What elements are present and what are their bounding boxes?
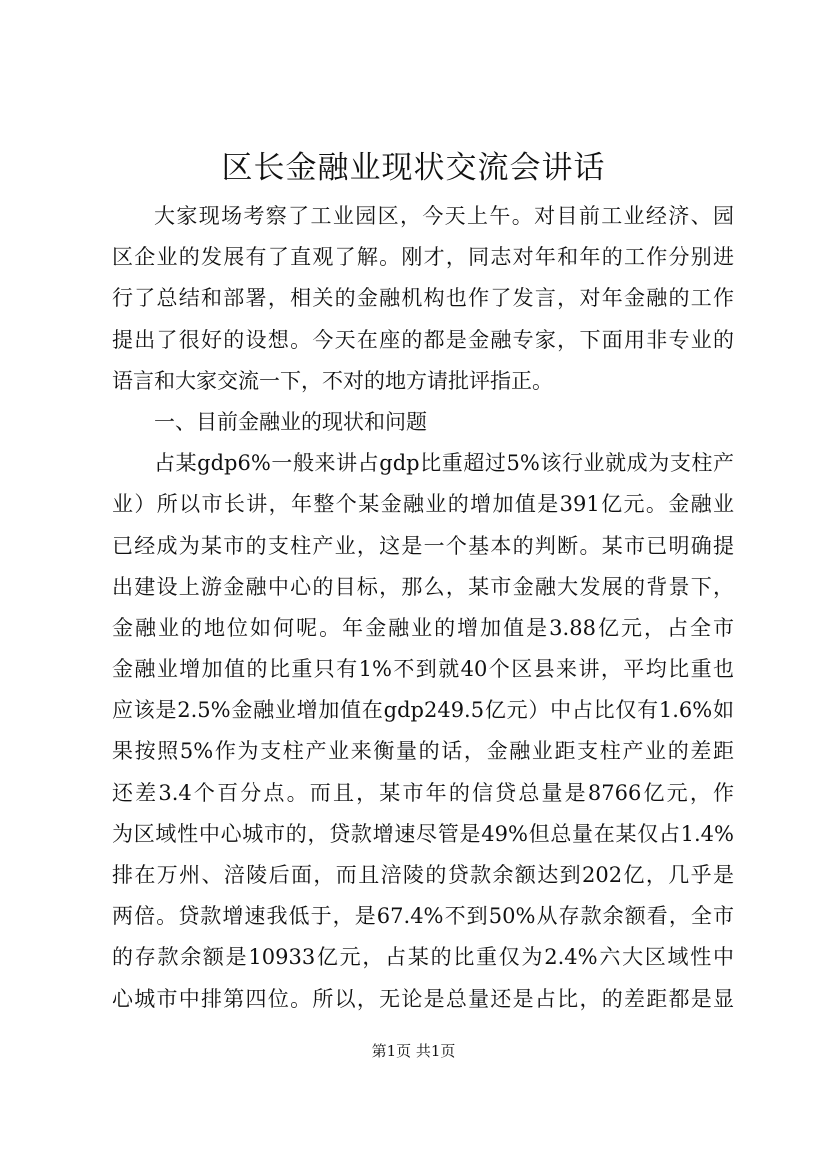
paragraph-line: 果按照5%作为支柱产业来衡量的话，金融业距支柱产业的差距 — [112, 739, 734, 764]
paragraph-line: 两倍。贷款增速我低于，是67.4%不到50%从存款余额看，全市 — [112, 904, 734, 929]
paragraph-line: 行了总结和部署，相关的金融机构也作了发言，对年金融的工作 — [112, 286, 734, 311]
paragraph-line: 大家现场考察了工业园区，今天上午。对目前工业经济、园 — [154, 204, 734, 228]
paragraph-line: 区企业的发展有了直观了解。刚才，同志对年和年的工作分别进 — [112, 245, 734, 270]
paragraph-line: 的存款余额是10933亿元，占某的比重仅为2.4%六大区域性中 — [112, 945, 734, 970]
section-heading: 一、目前金融业的现状和问题 — [154, 409, 427, 434]
document-body — [112, 196, 734, 1020]
page-footer: 第1页 共1页 — [371, 1042, 456, 1060]
paragraph-line: 占某gdp6%一般来讲占gdp比重超过5%该行业就成为支柱产 — [154, 451, 734, 476]
paragraph-line: 还差3.4个百分点。而且，某市年的信贷总量是8766亿元，作 — [112, 780, 734, 805]
paragraph-line: 金融业的地位如何呢。年金融业的增加值是3.88亿元，占全市 — [112, 615, 734, 640]
paragraph-line: 业）所以市长讲，年整个某金融业的增加值是391亿元。金融业 — [112, 492, 734, 517]
paragraph-line: 应该是2.5%金融业增加值在gdp249.5亿元）中占比仅有1.6%如 — [112, 698, 734, 723]
paragraph-line: 排在万州、涪陵后面，而且涪陵的贷款余额达到202亿，几乎是 — [112, 863, 734, 887]
paragraph-line: 金融业增加值的比重只有1%不到就40个区县来讲，平均比重也 — [112, 657, 734, 682]
paragraph-line: 语言和大家交流一下，不对的地方请批评指正。 — [112, 368, 553, 393]
document-title: 区长金融业现状交流会讲话 — [221, 150, 606, 186]
paragraph-line: 心城市中排第四位。所以，无论是总量还是占比，的差距都是显 — [112, 986, 734, 1011]
paragraph-line: 出建设上游金融中心的目标，那么，某市金融大发展的背景下， — [112, 574, 734, 599]
paragraph-line: 为区域性中心城市的，贷款增速尽管是49%但总量在某仅占1.4% — [112, 821, 734, 846]
paragraph-line: 提出了很好的设想。今天在座的都是金融专家，下面用非专业的 — [112, 327, 734, 352]
paragraph-line: 已经成为某市的支柱产业，这是一个基本的判断。某市已明确提 — [112, 533, 734, 558]
